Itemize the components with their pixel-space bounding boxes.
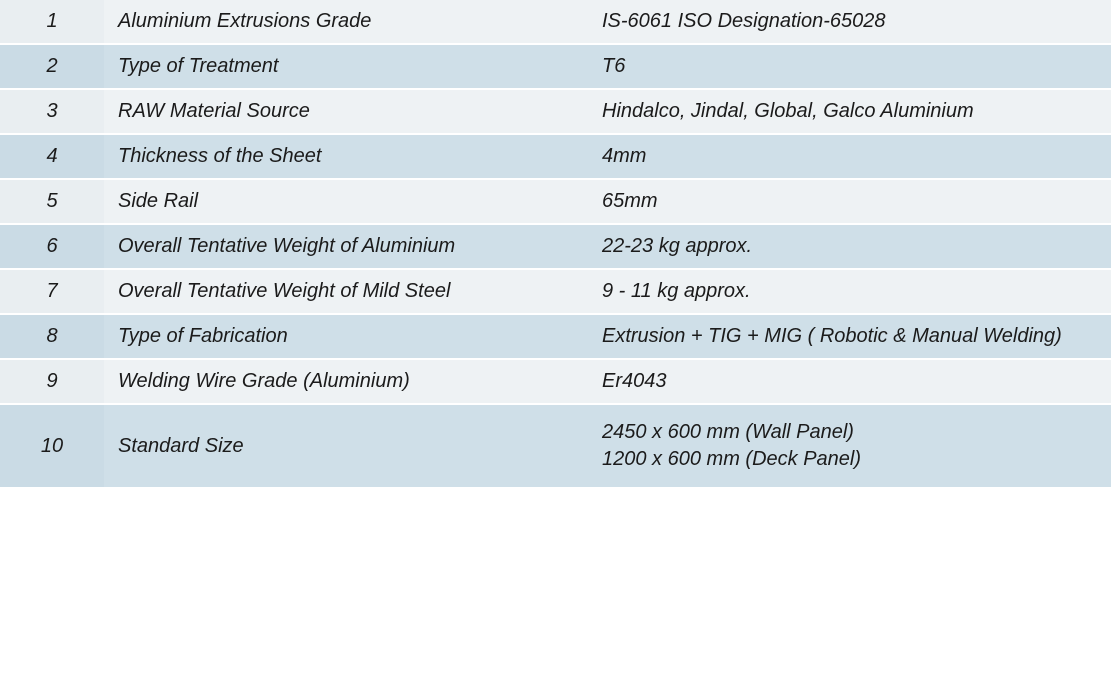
row-label: Standard Size	[104, 404, 588, 488]
row-value: IS-6061 ISO Designation-65028	[588, 0, 1111, 44]
row-index: 5	[0, 179, 104, 224]
row-index: 4	[0, 134, 104, 179]
row-value: Er4043	[588, 359, 1111, 404]
row-label: Type of Treatment	[104, 44, 588, 89]
row-index: 6	[0, 224, 104, 269]
row-label: Type of Fabrication	[104, 314, 588, 359]
row-label: Overall Tentative Weight of Mild Steel	[104, 269, 588, 314]
row-index: 8	[0, 314, 104, 359]
table-row	[0, 134, 1111, 179]
table-row	[0, 404, 1111, 488]
row-label: Thickness of the Sheet	[104, 134, 588, 179]
table-row	[0, 0, 1111, 44]
table-row	[0, 314, 1111, 359]
table-row	[0, 179, 1111, 224]
row-label: Side Rail	[104, 179, 588, 224]
table-row	[0, 359, 1111, 404]
row-value: Extrusion + TIG + MIG ( Robotic & Manual Welding)	[588, 314, 1111, 359]
row-value-line-1: 2450 x 600 mm (Wall Panel)	[602, 421, 854, 443]
table-row	[0, 89, 1111, 134]
row-index: 1	[0, 0, 104, 44]
row-label: Overall Tentative Weight of Aluminium	[104, 224, 588, 269]
row-value: 65mm	[588, 179, 1111, 224]
row-value: 4mm	[588, 134, 1111, 179]
row-index: 2	[0, 44, 104, 89]
row-label: RAW Material Source	[104, 89, 588, 134]
row-index: 10	[0, 404, 104, 488]
row-label: Welding Wire Grade (Aluminium)	[104, 359, 588, 404]
table-row	[0, 269, 1111, 314]
row-value-line-2: 1200 x 600 mm (Deck Panel)	[602, 448, 862, 470]
table-row	[0, 44, 1111, 89]
row-index: 9	[0, 359, 104, 404]
row-value	[588, 404, 1111, 488]
row-value: 22-23 kg approx.	[588, 224, 1111, 269]
row-label: Aluminium Extrusions Grade	[104, 0, 588, 44]
row-index: 7	[0, 269, 104, 314]
row-value: Hindalco, Jindal, Global, Galco Aluminium	[588, 89, 1111, 134]
row-index: 3	[0, 89, 104, 134]
row-value: 9 - 11 kg approx.	[588, 269, 1111, 314]
table-row	[0, 224, 1111, 269]
row-value: T6	[588, 44, 1111, 89]
